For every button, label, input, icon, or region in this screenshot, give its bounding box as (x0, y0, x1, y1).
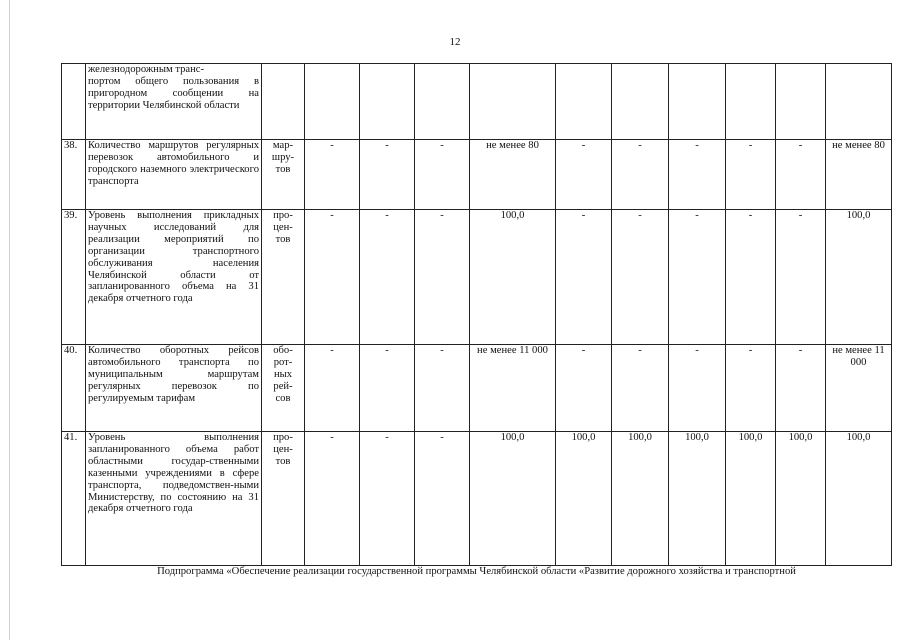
indicator-name (86, 210, 262, 345)
unit-line: рот- (273, 356, 293, 368)
unit-line: тов (275, 163, 291, 175)
indicator-name-line: Уровень выполнения запланированного объема работ областными государ-ственными казенными учреждениями в сфере транспорта, подведомствен-ными Министерству, по состоянию на 31 декабря отчетного года (88, 432, 259, 515)
indicator-name (86, 140, 262, 210)
indicator-name-line: железнодорожным транс- (88, 64, 204, 75)
value-cell: - (415, 140, 470, 210)
value-cell: - (726, 345, 776, 432)
unit-line: обо- (273, 345, 293, 356)
unit-line: мар- (272, 140, 294, 151)
value-cell: - (556, 210, 612, 345)
value-cell: 100,0 (776, 432, 826, 566)
value-cell: - (305, 210, 360, 345)
value-cell: - (360, 345, 415, 432)
unit-line: цен- (273, 221, 293, 233)
value-cell (669, 64, 726, 140)
value-cell: 100,0 (826, 432, 892, 566)
row-number: 40. (62, 345, 86, 432)
value-cell: - (305, 140, 360, 210)
value-cell: - (415, 210, 470, 345)
value-cell: - (726, 210, 776, 345)
table-row (62, 210, 892, 345)
indicator-name-line: Количество оборотных рейсов автомобильного транспорта по муниципальным маршрутам регулярных перевозок по регулируемым тарифам (88, 345, 259, 404)
page-number: 12 (449, 36, 461, 48)
value-cell: - (612, 345, 669, 432)
unit-of-measure (262, 432, 305, 566)
value-cell (470, 64, 556, 140)
indicator-name (86, 432, 262, 566)
indicator-name-line: Количество маршрутов регулярных перевозок автомобильного и городского наземного электрического транспорта (88, 140, 259, 187)
value-cell (556, 64, 612, 140)
value-cell: - (360, 210, 415, 345)
value-cell (776, 64, 826, 140)
row-number (62, 64, 86, 140)
indicator-name-line: Уровень выполнения прикладных научных исследований для реализации мероприятий по организации транспортного обслуживания населения Челябинской области от запланированного объема на 31 декабря отчетного года (88, 210, 259, 305)
value-cell: 100,0 (470, 210, 556, 345)
value-cell: - (556, 345, 612, 432)
table-row (62, 345, 892, 432)
value-cell: - (612, 210, 669, 345)
value-cell: - (305, 345, 360, 432)
scan-edge-line (9, 0, 10, 640)
unit-of-measure (262, 140, 305, 210)
value-cell (360, 64, 415, 140)
row-number: 41. (62, 432, 86, 566)
row-number: 38. (62, 140, 86, 210)
value-cell: не менее 11 000 (826, 345, 892, 432)
value-cell: - (305, 432, 360, 566)
value-cell: не менее 80 (826, 140, 892, 210)
value-cell: - (726, 140, 776, 210)
value-cell (305, 64, 360, 140)
unit-line: шру- (271, 151, 295, 163)
value-cell: - (776, 210, 826, 345)
value-cell: - (360, 140, 415, 210)
value-cell: - (776, 345, 826, 432)
value-cell (726, 64, 776, 140)
table-row (62, 64, 892, 140)
value-cell: - (415, 432, 470, 566)
indicator-name (86, 64, 262, 140)
value-cell: - (669, 345, 726, 432)
unit-of-measure (262, 210, 305, 345)
value-cell: 100,0 (612, 432, 669, 566)
value-cell: 100,0 (470, 432, 556, 566)
value-cell: 100,0 (669, 432, 726, 566)
value-cell: 100,0 (826, 210, 892, 345)
value-cell (415, 64, 470, 140)
row-number: 39. (62, 210, 86, 345)
value-cell: - (776, 140, 826, 210)
subprogram-heading: Подпрограмма «Обеспечение реализации государственной программы Челябинской области «Развитие дорожного хозяйства и транспортной (62, 566, 892, 578)
unit-line: про- (273, 432, 293, 443)
unit-line: цен- (273, 443, 293, 455)
value-cell (612, 64, 669, 140)
indicator-name-line: портом общего пользования в пригородном сообщении на территории Челябинской области (88, 75, 259, 111)
unit-of-measure (262, 64, 305, 140)
table-row (62, 140, 892, 210)
unit-line: тов (275, 233, 291, 245)
value-cell: 100,0 (556, 432, 612, 566)
value-cell: 100,0 (726, 432, 776, 566)
value-cell: не менее 80 (470, 140, 556, 210)
unit-line: сов (275, 392, 291, 404)
value-cell: - (556, 140, 612, 210)
value-cell: - (360, 432, 415, 566)
unit-line: ных (273, 368, 293, 380)
indicator-name (86, 345, 262, 432)
unit-line: рей- (273, 380, 293, 392)
table-row (62, 432, 892, 566)
value-cell: - (612, 140, 669, 210)
indicators-table (61, 63, 892, 578)
unit-line: тов (275, 455, 291, 467)
value-cell: - (669, 140, 726, 210)
value-cell: - (669, 210, 726, 345)
value-cell (826, 64, 892, 140)
unit-of-measure (262, 345, 305, 432)
value-cell: - (415, 345, 470, 432)
value-cell: не менее 11 000 (470, 345, 556, 432)
unit-line: про- (273, 210, 293, 221)
